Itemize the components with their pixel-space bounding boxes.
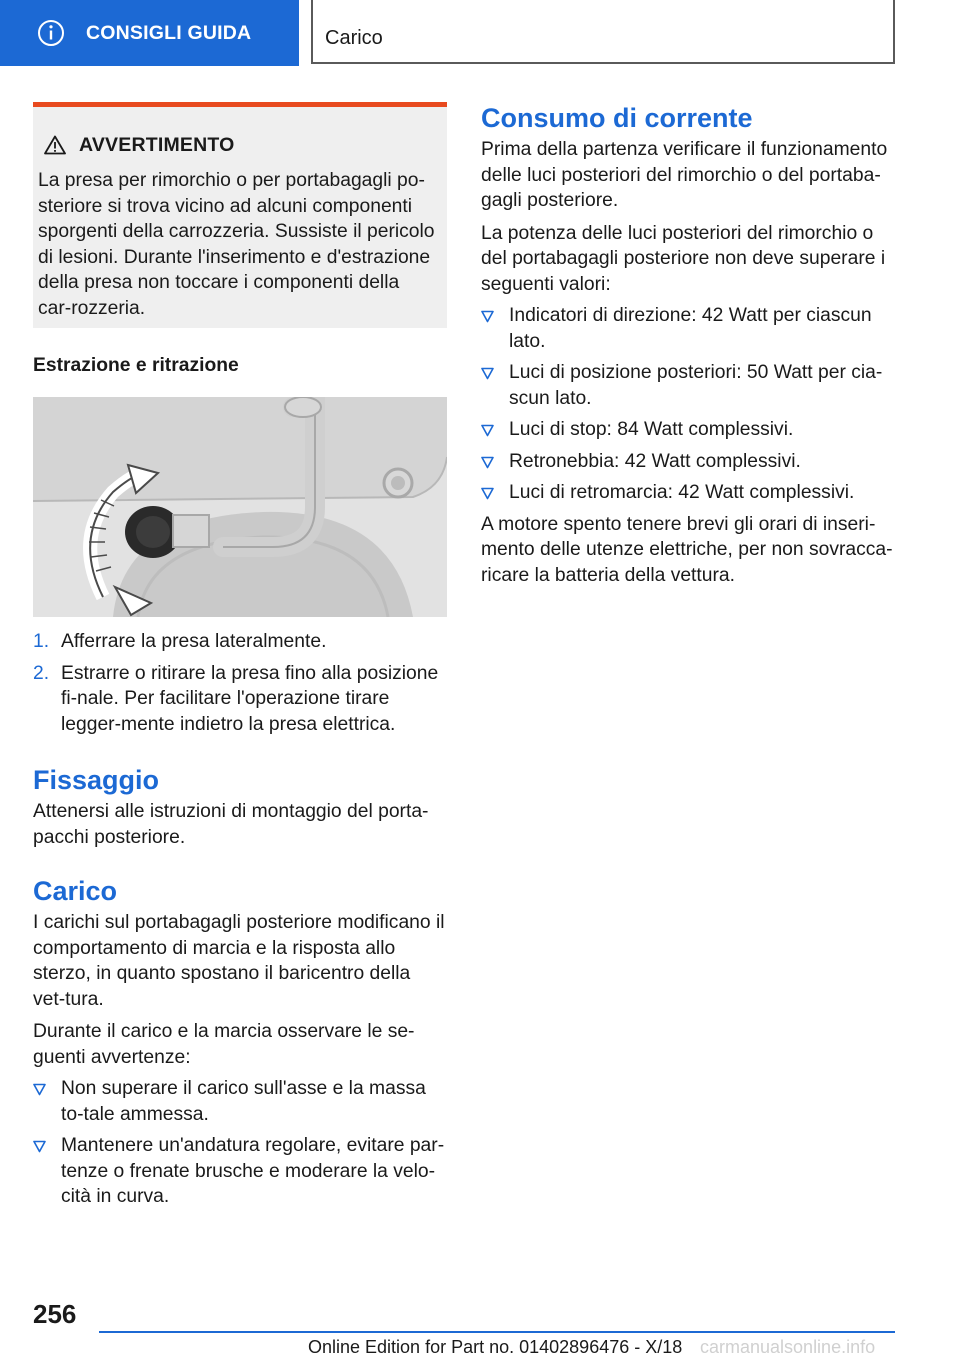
page-title: Carico	[325, 27, 383, 49]
triangle-bullet-icon	[481, 303, 509, 354]
bullet-text: Luci di stop: 84 Watt complessivi.	[509, 419, 794, 440]
list-item	[481, 480, 901, 506]
info-icon	[37, 19, 65, 47]
edition-text: Online Edition for Part no. 01402896476 - X/18	[308, 1337, 683, 1357]
list-item	[33, 1076, 447, 1127]
triangle-bullet-icon	[33, 1076, 61, 1127]
warning-box	[33, 102, 447, 328]
bullet-text: Mantenere un'andatura regolare, evitare par-tenze o frenate brusche e moderare la velo-cità in curva.	[61, 1135, 445, 1207]
triangle-bullet-icon	[481, 360, 509, 411]
triangle-bullet-icon	[481, 417, 509, 443]
extraction-steps	[33, 629, 447, 737]
list-item	[33, 661, 447, 738]
watermark: carmanualsonline.info	[700, 1337, 876, 1357]
bullet-text: Luci di retromarcia: 42 Watt complessivi.	[509, 482, 855, 503]
list-item	[481, 417, 901, 443]
trailer-socket-illustration	[33, 397, 447, 617]
triangle-bullet-icon	[481, 480, 509, 506]
triangle-bullet-icon	[481, 449, 509, 475]
list-item	[481, 449, 901, 475]
section-tab[interactable]	[0, 0, 299, 66]
bullet-text: Indicatori di direzione: 42 Watt per ciascun lato.	[509, 305, 872, 352]
consumo-heading: Consumo di corrente	[481, 103, 753, 133]
right-column	[481, 102, 901, 588]
step-number: 1.	[33, 631, 50, 652]
bullet-text: Luci di posizione posteriori: 50 Watt per cia-scun lato.	[509, 362, 883, 409]
list-item	[33, 1133, 447, 1210]
consumo-bullets	[481, 303, 901, 506]
consumo-paragraph: A motore spento tenere brevi gli orari di inseri-mento delle utenze elettriche, per non sovracca-ricare la batteria della vettura.	[481, 513, 893, 586]
warning-triangle-icon	[44, 135, 66, 155]
bullet-text: Non superare il carico sull'asse e la massa to-tale ammessa.	[61, 1078, 426, 1125]
warning-text: La presa per rimorchio o per portabagagli po-steriore si trova vicino ad alcuni componenti sporgenti della carrozzeria. Sussiste il pericolo di lesioni. Durante l'inserimento e d'estrazione della presa non toccare i componenti della car-rozzeria.	[38, 170, 435, 319]
extraction-subheading: Estrazione e ritrazione	[33, 355, 239, 376]
step-text: Estrarre o ritirare la presa fino alla posizione fi-nale. Per facilitare l'operazione tirare legger-mente indietro la presa elettrica.	[61, 662, 439, 735]
section-tab-label: CONSIGLI GUIDA	[86, 21, 252, 44]
carico-paragraph: Durante il carico e la marcia osservare le se-guenti avvertenze:	[33, 1021, 415, 1068]
left-column	[33, 102, 447, 1216]
list-item	[33, 629, 447, 655]
step-text: Afferrare la presa lateralmente.	[61, 631, 327, 652]
carico-paragraph: I carichi sul portabagagli posteriore modificano il comportamento di marcia e la risposta allo sterzo, in quanto spostano il baricentro della vet-tura.	[33, 912, 445, 1010]
carico-bullets	[33, 1076, 447, 1210]
warning-title: AVVERTIMENTO	[79, 133, 235, 156]
header-title-box	[311, 0, 895, 64]
page-number: 256	[33, 1299, 77, 1329]
consumo-paragraph: Prima della partenza verificare il funzionamento delle luci posteriori del rimorchio o del portaba-gagli posteriore.	[481, 139, 888, 211]
list-item	[481, 303, 901, 354]
carico-heading: Carico	[33, 876, 118, 906]
footer-divider	[99, 1331, 895, 1333]
warning-header	[44, 132, 447, 158]
bullet-text: Retronebbia: 42 Watt complessivi.	[509, 450, 801, 472]
step-number: 2.	[33, 662, 50, 684]
triangle-bullet-icon	[33, 1133, 61, 1210]
fissaggio-heading: Fissaggio	[33, 765, 160, 795]
list-item	[481, 360, 901, 411]
fissaggio-text: Attenersi alle istruzioni di montaggio del porta-pacchi posteriore.	[33, 801, 429, 848]
consumo-paragraph: La potenza delle luci posteriori del rimorchio o del portabagagli posteriore non deve superare i seguenti valori:	[481, 222, 886, 295]
